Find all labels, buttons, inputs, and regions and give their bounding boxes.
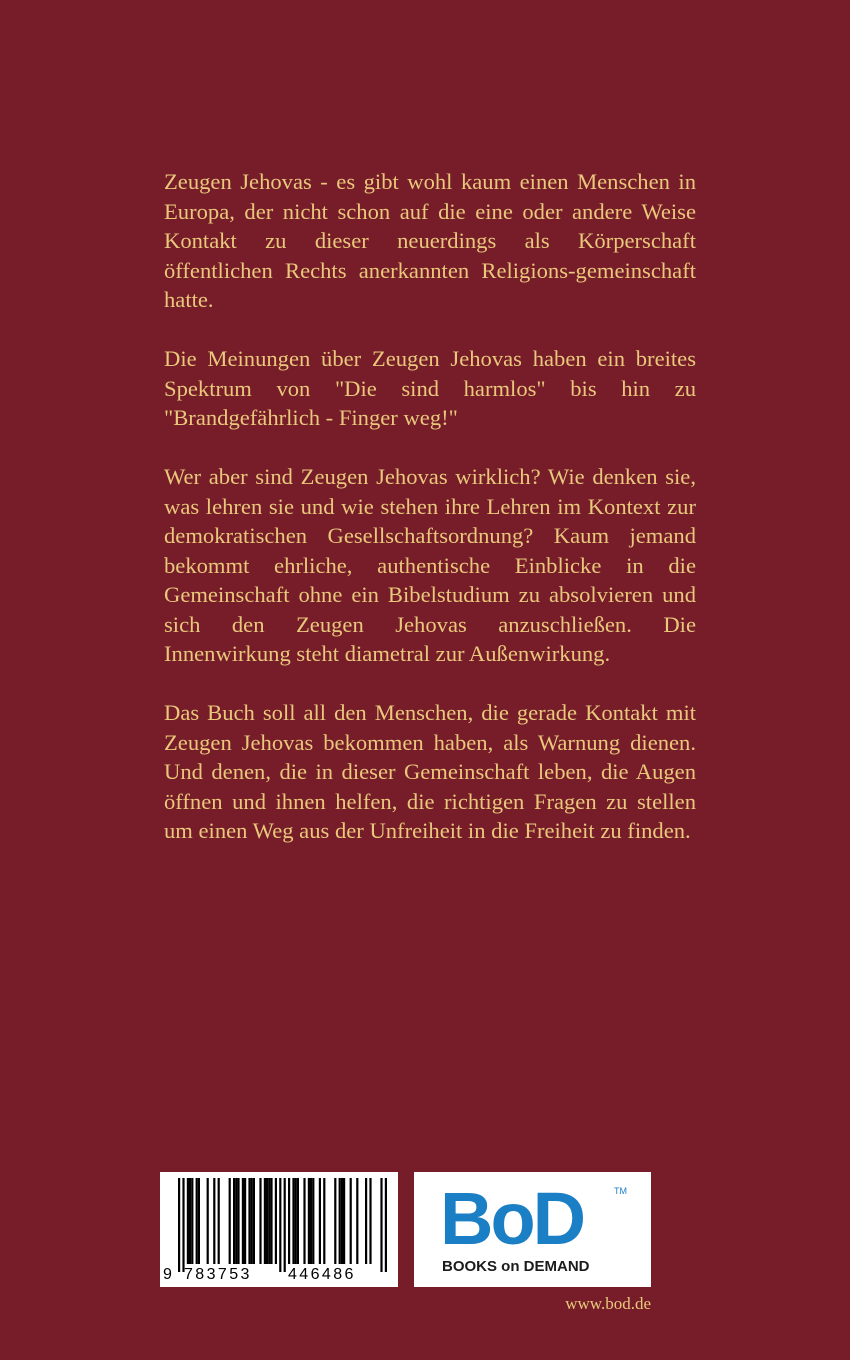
blurb-paragraph-2: Die Meinungen über Zeugen Jehovas haben ein breites Spektrum von "Die sind harmlos" bis hin zu "Brandgefährlich - Finger weg!" xyxy=(164,346,696,430)
publisher-tagline: BOOKS on DEMAND xyxy=(442,1258,590,1275)
blurb-text xyxy=(164,167,696,875)
barcode-bar xyxy=(308,1178,310,1264)
barcode-bar xyxy=(292,1178,294,1264)
trademark-symbol: TM xyxy=(614,1186,627,1196)
barcode-bar xyxy=(334,1178,336,1264)
barcode-bar xyxy=(196,1178,198,1264)
barcode-bar xyxy=(356,1178,358,1264)
barcode-bar xyxy=(312,1178,314,1264)
barcode-bar xyxy=(380,1178,382,1272)
barcode-bar xyxy=(350,1178,352,1264)
barcode-bar xyxy=(365,1178,367,1264)
barcode-bar xyxy=(218,1178,220,1264)
barcode-digit-prefix: 9 xyxy=(163,1266,172,1283)
publisher-logo-box xyxy=(414,1172,651,1287)
barcode-bar xyxy=(182,1178,184,1272)
barcode-bar xyxy=(198,1178,200,1264)
barcode-bar xyxy=(248,1178,250,1264)
barcode-bar xyxy=(369,1178,371,1264)
barcode-digits-right: 446486 xyxy=(288,1266,356,1283)
barcode-bar xyxy=(207,1178,209,1264)
barcode-bar xyxy=(288,1178,290,1264)
barcode-bar xyxy=(341,1178,343,1264)
barcode-bar xyxy=(297,1178,299,1264)
barcode-bar xyxy=(178,1178,180,1272)
barcode-bar xyxy=(268,1178,270,1264)
barcode-bar xyxy=(251,1178,253,1264)
barcode-bar xyxy=(279,1178,281,1272)
barcode-bar xyxy=(229,1178,231,1264)
barcode-bar xyxy=(284,1178,286,1272)
barcode-bar xyxy=(191,1178,193,1264)
barcode-digits-left: 783753 xyxy=(184,1266,252,1283)
barcode-bar xyxy=(235,1178,237,1264)
barcode-bar xyxy=(213,1178,215,1264)
barcode-bar xyxy=(303,1178,305,1264)
barcode-bar xyxy=(343,1178,345,1264)
barcode-bar xyxy=(310,1178,312,1264)
barcode-bar xyxy=(270,1178,272,1264)
barcode-bar xyxy=(295,1178,297,1264)
barcode-bar xyxy=(244,1178,246,1264)
barcode-bar xyxy=(266,1178,268,1264)
barcode-bar xyxy=(264,1178,266,1264)
barcode-bar xyxy=(233,1178,235,1264)
isbn-barcode xyxy=(160,1172,398,1287)
barcode-bar xyxy=(242,1178,244,1264)
blurb-paragraph-1: Zeugen Jehovas - es gibt wohl kaum einen Menschen in Europa, der nicht schon auf die eine oder andere Weise Kontakt zu dieser neuerdings als Körperschaft öffentlichen Rechts anerkannten Religions-gemeinschaft hatte. xyxy=(164,169,696,312)
barcode-bar xyxy=(259,1178,261,1264)
barcode-bar xyxy=(253,1178,255,1264)
barcode-bar xyxy=(385,1178,387,1272)
bod-logo: BoD xyxy=(440,1177,584,1260)
barcode-bar xyxy=(319,1178,321,1264)
barcode-bar xyxy=(339,1178,341,1264)
barcode-bar xyxy=(323,1178,325,1264)
publisher-website: www.bod.de xyxy=(565,1294,651,1313)
barcode-bar xyxy=(189,1178,191,1264)
barcode-bar xyxy=(187,1178,189,1264)
barcode-bar xyxy=(237,1178,239,1264)
blurb-paragraph-3: Wer aber sind Zeugen Jehovas wirklich? Wie denken sie, was lehren sie und wie stehen ihre Lehren im Kontext zur demokratischen Gesellschaftsordnung? Kaum jemand bekommt ehrliche, authentische Einblicke in die Gemeinschaft ohne ein Bibelstudium zu absolvieren und sich den Zeugen Jehovas anzuschließen. Die Innenwirkung steht diametral zur Außenwirkung. xyxy=(164,464,696,666)
barcode-bars xyxy=(160,1172,398,1272)
blurb-paragraph-4: Das Buch soll all den Menschen, die gerade Kontakt mit Zeugen Jehovas bekommen haben, als Warnung dienen. Und denen, die in dieser Gemeinschaft leben, die Augen öffnen und ihnen helfen, die richtigen Fragen zu stellen um einen Weg aus der Unfreiheit in die Freiheit zu finden. xyxy=(164,700,696,843)
barcode-bar xyxy=(275,1178,277,1264)
